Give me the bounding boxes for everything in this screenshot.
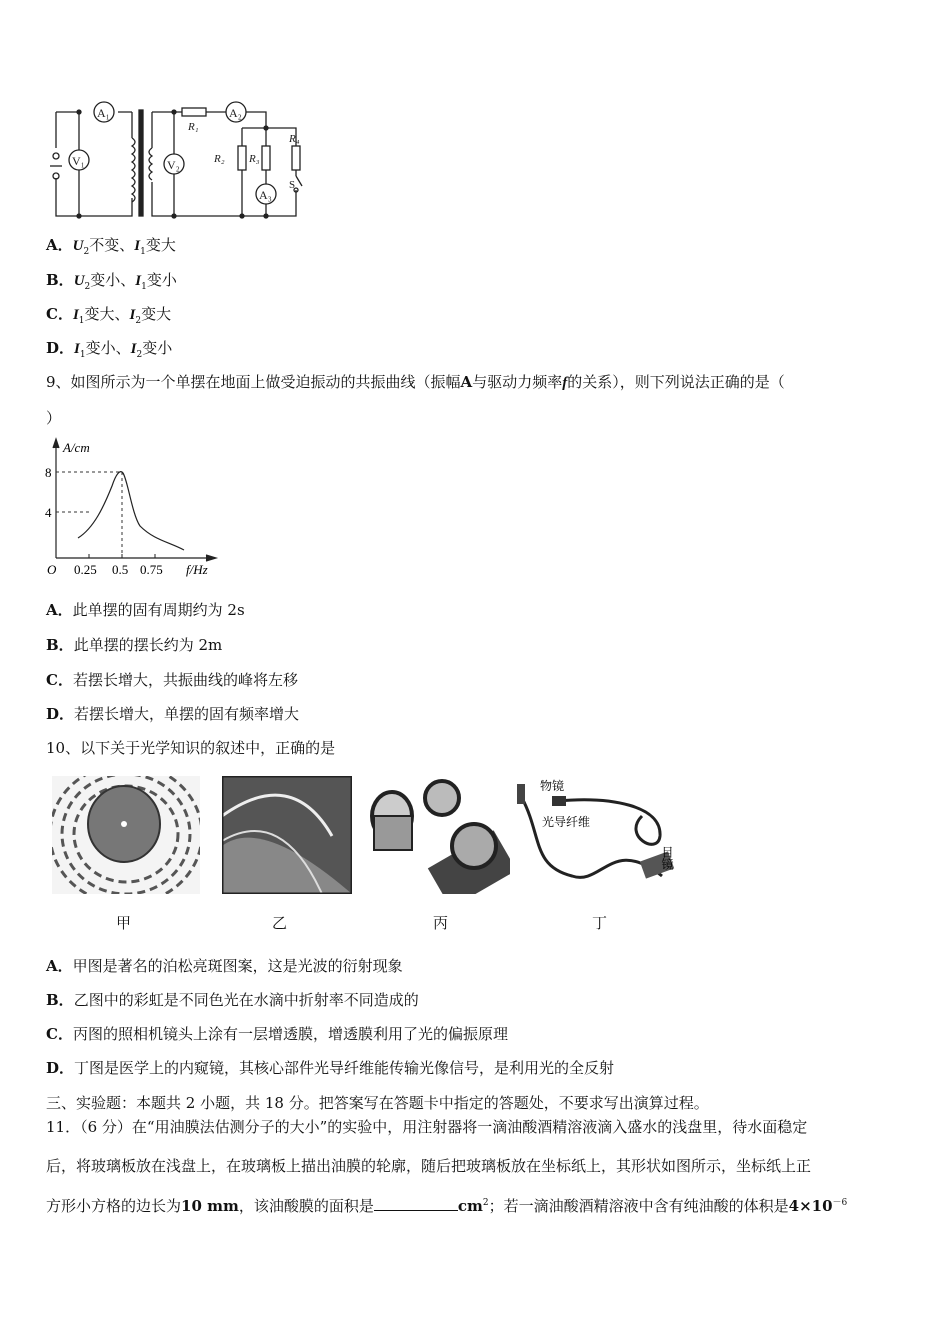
endoscope-image <box>512 776 687 894</box>
q10-option-c[interactable]: C．丙图的照相机镜头上涂有一层增透膜，增透膜利用了光的偏振原理 <box>46 1025 508 1043</box>
svg-text:V₂: V₂ <box>167 158 180 172</box>
q11-line-1: 11．（6 分）在“用油膜法估测分子的大小”的实验中，用注射器将一滴油酸酒精溶液滴入盛水的浅盘里，待水面稳定 <box>46 1118 808 1136</box>
picture-label-bing: 丙 <box>433 914 449 932</box>
svg-text:R₁: R₁ <box>188 121 199 133</box>
origin-label: O <box>47 562 57 577</box>
q10-option-a[interactable]: A．甲图是著名的泊松亮斑图案，这是光波的衍射现象 <box>46 957 403 975</box>
svg-text:R₂: R₂ <box>214 153 225 165</box>
svg-text:目镜: 目镜 <box>660 846 674 870</box>
svg-text:光导纤维: 光导纤维 <box>542 815 591 829</box>
svg-text:S: S <box>289 179 296 191</box>
picture-label-ding: 丁 <box>592 914 608 932</box>
camera-lens-image <box>368 776 510 894</box>
x-axis-label: f/Hz <box>186 562 208 577</box>
svg-text:A₁: A₁ <box>97 106 110 120</box>
q8-option-d[interactable]: D．$I_1$变小、$I_2$变小 <box>46 339 173 360</box>
q10-option-b[interactable]: B．乙图中的彩虹是不同色光在水滴中折射率不同造成的 <box>46 991 419 1009</box>
rainbow-image <box>222 776 352 894</box>
y-tick-4: 4 <box>45 505 52 520</box>
q9-stem-close: ） <box>46 409 62 427</box>
picture-label-jia: 甲 <box>116 914 132 932</box>
x-tick-0.25: 0.25 <box>74 562 97 577</box>
svg-text:A₃: A₃ <box>259 188 272 202</box>
q8-option-b[interactable]: B．$U_2$变小、$I_1$变小 <box>46 271 177 292</box>
picture-label-yi: 乙 <box>272 914 288 932</box>
q11-line-2: 后，将玻璃板放在浅盘上，在玻璃板上描出油膜的轮廓，随后把玻璃板放在坐标纸上，其形状如图所示，坐标纸上正 <box>46 1157 812 1175</box>
section-3-heading: 三、实验题：本题共 2 小题，共 18 分。把答案写在答题卡中指定的答题处，不要求写出演算过程。 <box>46 1094 709 1112</box>
y-tick-8: 8 <box>45 465 52 480</box>
q9-option-b[interactable]: B．此单摆的摆长约为 2m <box>46 636 223 654</box>
svg-text:R₄: R₄ <box>289 133 300 145</box>
svg-text:R₃: R₃ <box>249 153 260 165</box>
svg-text:A₂: A₂ <box>229 106 242 120</box>
q9-option-d[interactable]: D．若摆长增大，单摆的固有频率增大 <box>46 705 300 723</box>
q10-stem: 10、以下关于光学知识的叙述中，正确的是 <box>46 739 336 757</box>
q8-option-c[interactable]: C．$I_1$变大、$I_2$变大 <box>46 305 172 326</box>
q9-option-a[interactable]: A．此单摆的固有周期约为 2s <box>46 601 245 619</box>
answer-blank[interactable] <box>374 1196 458 1211</box>
resonance-curve-graph <box>44 436 224 581</box>
q10-option-d[interactable]: D．丁图是医学上的内窥镜，其核心部件光导纤维能传输光像信号，是利用光的全反射 <box>46 1059 615 1077</box>
q11-line-3: 方形小方格的边长为10 mm，该油酸膜的面积是 $cm^2$；若一滴油酸酒精溶液中含有纯油酸的体积是$4\times 10^{-6}$ <box>46 1197 848 1215</box>
svg-text:物镜: 物镜 <box>540 779 565 793</box>
x-tick-0.5: 0.5 <box>112 562 129 577</box>
poisson-spot-image <box>52 776 200 894</box>
q9-option-c[interactable]: C．若摆长增大，共振曲线的峰将左移 <box>46 671 298 689</box>
svg-text:V₁: V₁ <box>72 154 85 168</box>
x-tick-0.75: 0.75 <box>140 562 163 577</box>
transformer-circuit-diagram <box>46 98 311 222</box>
q8-option-a[interactable]: A．$U_2$不变、$I_1$变大 <box>46 236 176 257</box>
y-axis-label: A/cm <box>63 440 90 455</box>
q9-stem: 9、如图所示为一个单摆在地面上做受迫振动的共振曲线（振幅A与驱动力频率f的关系），则下列说法正确的是（ <box>46 373 785 391</box>
